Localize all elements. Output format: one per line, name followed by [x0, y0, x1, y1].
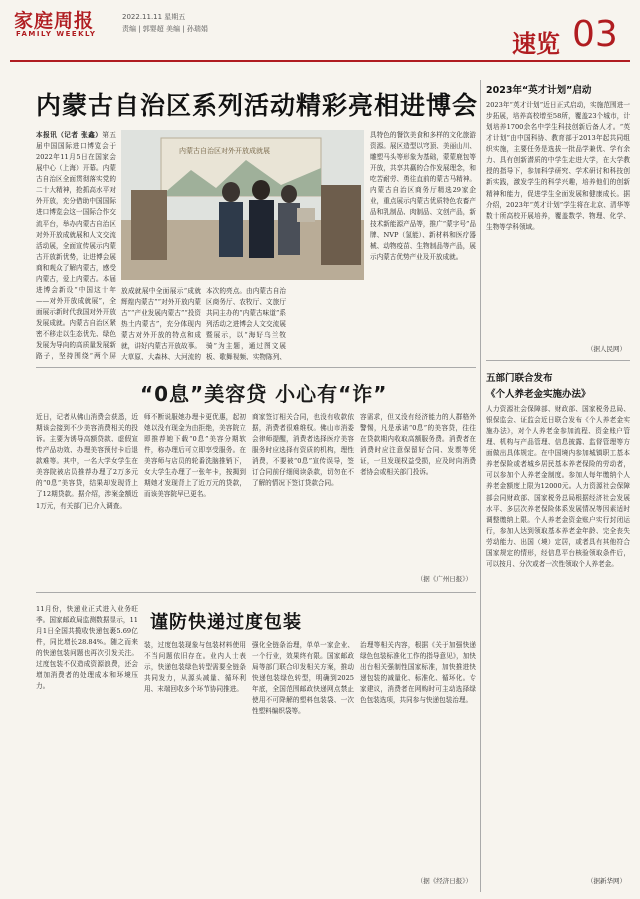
masthead-logo-en: FAMILY WEEKLY: [16, 30, 97, 38]
sidebar1-credit: （据人民网）: [587, 345, 626, 353]
masthead-logo: 家庭周报: [14, 10, 95, 32]
editors-line: 责编 | 郭婴超 美编 | 孙瑞娟: [122, 25, 208, 33]
article2-column-2: 师不断说服她办理卡更优惠，起初她以没有现金为由拒绝，美容院立即推荐她下载“0息”美容分期软件，称办理后可立即享受服务。在美容师与店员的轮番洗脑推销下，女大学生办理了一张年卡，按揭到期她才发现背上了近万元的贷款，而该美容院早已更名。: [144, 413, 246, 499]
article1-column-3: 本次的亮点。由内蒙古自治区商务厅、农牧厅、文旅厅共同主办的“内蒙古味道”系列活动之进博会人文交流展暨展示，以“海好乌兰牧骑”为主题，通过图文展板、歌舞视频、实物陈列、: [206, 287, 286, 362]
exhibition-photo: [121, 130, 364, 280]
issue-date: 2022.11.11 星期五: [122, 13, 186, 21]
page-number: 03: [572, 14, 618, 55]
sidebar1-title: 2023年“英才计划”启动: [486, 85, 592, 96]
article2-column-3: 商家签订相关合同，也没有收款依据，消费者很难维权。佛山市消委会律师提醒，消费者选择医疗美容服务时应选择有资质的机构，理性消费，不要被“0息”宣传误导，签订合同前仔细阅读条款，切勿在不了解的情况下签订贷款合同。: [252, 413, 354, 488]
article3-column-4: 治理等相关内容，根据《关于加强快递绿色包装标准化工作的指导意见》，加快出台相关强制性国家标准，加快推进快递包装的减量化、标准化、循环化。专家建议，消费者在网购时可主动选择绿色包装选项，共同参与快递包装治理。: [360, 641, 476, 705]
article1-col1-text: 第五届中国国际进口博览会于2022年11月5日在国家会展中心（上海）开幕。内蒙古自治区全面贯彻落实党的二十大精神，抢抓高水平对外开放，充分借助中国国际进口博览会这一国际合作交流平台，举办内蒙古自治区对外开放成就展和人文交流活动展，全面宣传展示内蒙古开放新优势，让进博会展商和观众了解内蒙古，感受内蒙古，爱上内蒙古。本届进博会新设“中国这十年——对外开放成就展”，全面展示新时代我国对外开放发展成就。内蒙古自治区紧密不移走以生态优先、绿色发展为导向的高质量发展新路子，坚持围绕“两个屏: [36, 131, 116, 361]
article1-column-1: [36, 130, 116, 362]
sidebar1-body: 2023年“英才计划”近日正式启动，实施范围进一步拓展，培养高校增至58所，覆盖23个城市，计划培养1700余名中学生科技创新后备人才。“英才计划”由中国科协、教育部于2013年起共同组织实施，主要任务是选拔一批品学兼优、学有余力、具有创新潜质的中学生走进大学，在大学教授的指导下，参加科学研究、学术研讨和科技创新实践，激发学生的科学兴趣，培养他们的创新精神和能力，促进学生全面发展和健康成长。据介绍，2023年“英才计划”学生将在北京、清华等数十所高校开展培养，覆盖数学、物理、化学、生物等学科领域。: [486, 101, 630, 231]
article3-column-2: 装，过度包装现象与包装材料使用不当问题依旧存在。业内人士表示，快递包装绿色转型需要全链条共同发力，从源头减量、循环利用、末端回收多个环节协同推进。: [144, 641, 246, 694]
article3-headline: 谨防快递过度包装: [150, 612, 302, 633]
sidebar2-credit: （据新华网）: [587, 877, 626, 885]
exhibition-banner-text: 内蒙古自治区对外开放成就展: [179, 147, 270, 155]
masthead-rule: [10, 60, 630, 62]
sidebar2-body: 人力资源社会保障部、财政部、国家税务总局、银保监会、证监会近日联合发布《个人养老金实施办法》，对个人养老金参加流程、资金账户管理、机构与产品管理、信息披露、监督管理等方面做出具体规定。在中国境内参加城镇职工基本养老保险或者城乡居民基本养老保险的劳动者，可以参加个人养老金制度。参加人每年缴纳个人养老金额度上限为12000元。人力资源社会保障部会同财政部、国家税务总局根据经济社会发展水平、多层次养老保险体系发展情况等因素适时调整缴纳上限。个人养老金资金账户实行封闭运行，参加人达到领取基本养老金年龄、完全丧失劳动能力、出国（境）定居，或者具有其他符合国家规定的情形，经信息平台核验领取条件后，可以按月、分次或者一次性领取个人养老金。: [486, 405, 630, 568]
article3-column-1: 11月份，快递业正式进入业务旺季。国家邮政局监测数据显示，11月1日全国共揽收快递包裹5.69亿件，同比增长28.84%。随之而来的快递包装问题也再次引发关注。过度包装不仅造成资源浪费，还会增加消费者的处理成本和环境压力。: [36, 605, 138, 691]
article3-rule: [36, 592, 476, 593]
article3-credit: （据《经济日报》）: [416, 877, 472, 885]
article1-column-2: 放成就展中全面展示“成就辉煌内蒙古”“对外开放内蒙古”“产业发展内蒙古”“投资热土内蒙古”，充分体现内蒙古对外开放的特点和成就，讲好内蒙古开放故事。大草原、大森林、大河流的: [121, 287, 201, 362]
sidebar1-rule: [486, 360, 630, 361]
article2-column-1: 近日，记者从佛山消费会获悉，近期该会接到不少美容消费相关的投诉。主要为诱导高额贷款、虚假宣传产品功效、办理美容预付卡后退款难等。其中，一名大学女学生在美容院被店员推荐办理了2万多元的“0息”美容贷，结果却发现背上了12期贷款。据介绍，涉案金额近1万元，有关部门已介入调查。: [36, 413, 138, 510]
sidebar-divider: [480, 80, 481, 892]
article1-column-4: 具特色的餐饮美食和多样的文化旅游资源。展区造型以穹顶、美丽山川、雕塑马头等形象为基础，蒙蒙鹿包等开放，共享共赢的合作发展理念，和吃苦耐劳、勇往直前的蒙古马精神。内蒙古自治区商务厅精选29家企业，重点展示内蒙古优质特色农畜产品和乳制品、肉制品、文创产品，新技术新能源产品等，推广“蒙字号”品牌、NVP（氢能）、新材料和医疗器械、动物疫苗、生物制品等产品，展示内蒙古优势产业及开放成就。: [370, 131, 476, 261]
article1-byline: 本报讯（记者 张鑫）: [36, 131, 103, 139]
article3-column-3: 强化全链条治理，单单一家企业、一个行业，效果终有限。国家邮政局等部门联合印发相关方案，推动快递包装绿色转型，明确到2025年底，全国范围邮政快递网点禁止使用不可降解的塑料包装袋、一次性塑料编织袋等。: [252, 641, 354, 716]
sidebar2-title-line1: 五部门联合发布: [486, 373, 553, 384]
article2-rule: [36, 367, 476, 368]
article2-credit: （据《广州日报》）: [416, 575, 472, 583]
article2-headline: “0息”美容贷 小心有“诈”: [140, 382, 388, 406]
section-name: 速览: [512, 30, 560, 58]
article1-headline: 内蒙古自治区系列活动精彩亮相进博会: [36, 91, 479, 120]
article2-column-4: 容需求，但又没有经济能力的人群格外警惕，凡是承诺“0息”的美容贷，往往在贷款期内收取高额服务费。消费者在消费时应注意保留好合同、发票等凭证，一旦发现权益受损，应及时向消费者协会或相关部门投诉。: [360, 413, 476, 477]
sidebar2-title-line2: 《个人养老金实施办法》: [486, 389, 591, 400]
